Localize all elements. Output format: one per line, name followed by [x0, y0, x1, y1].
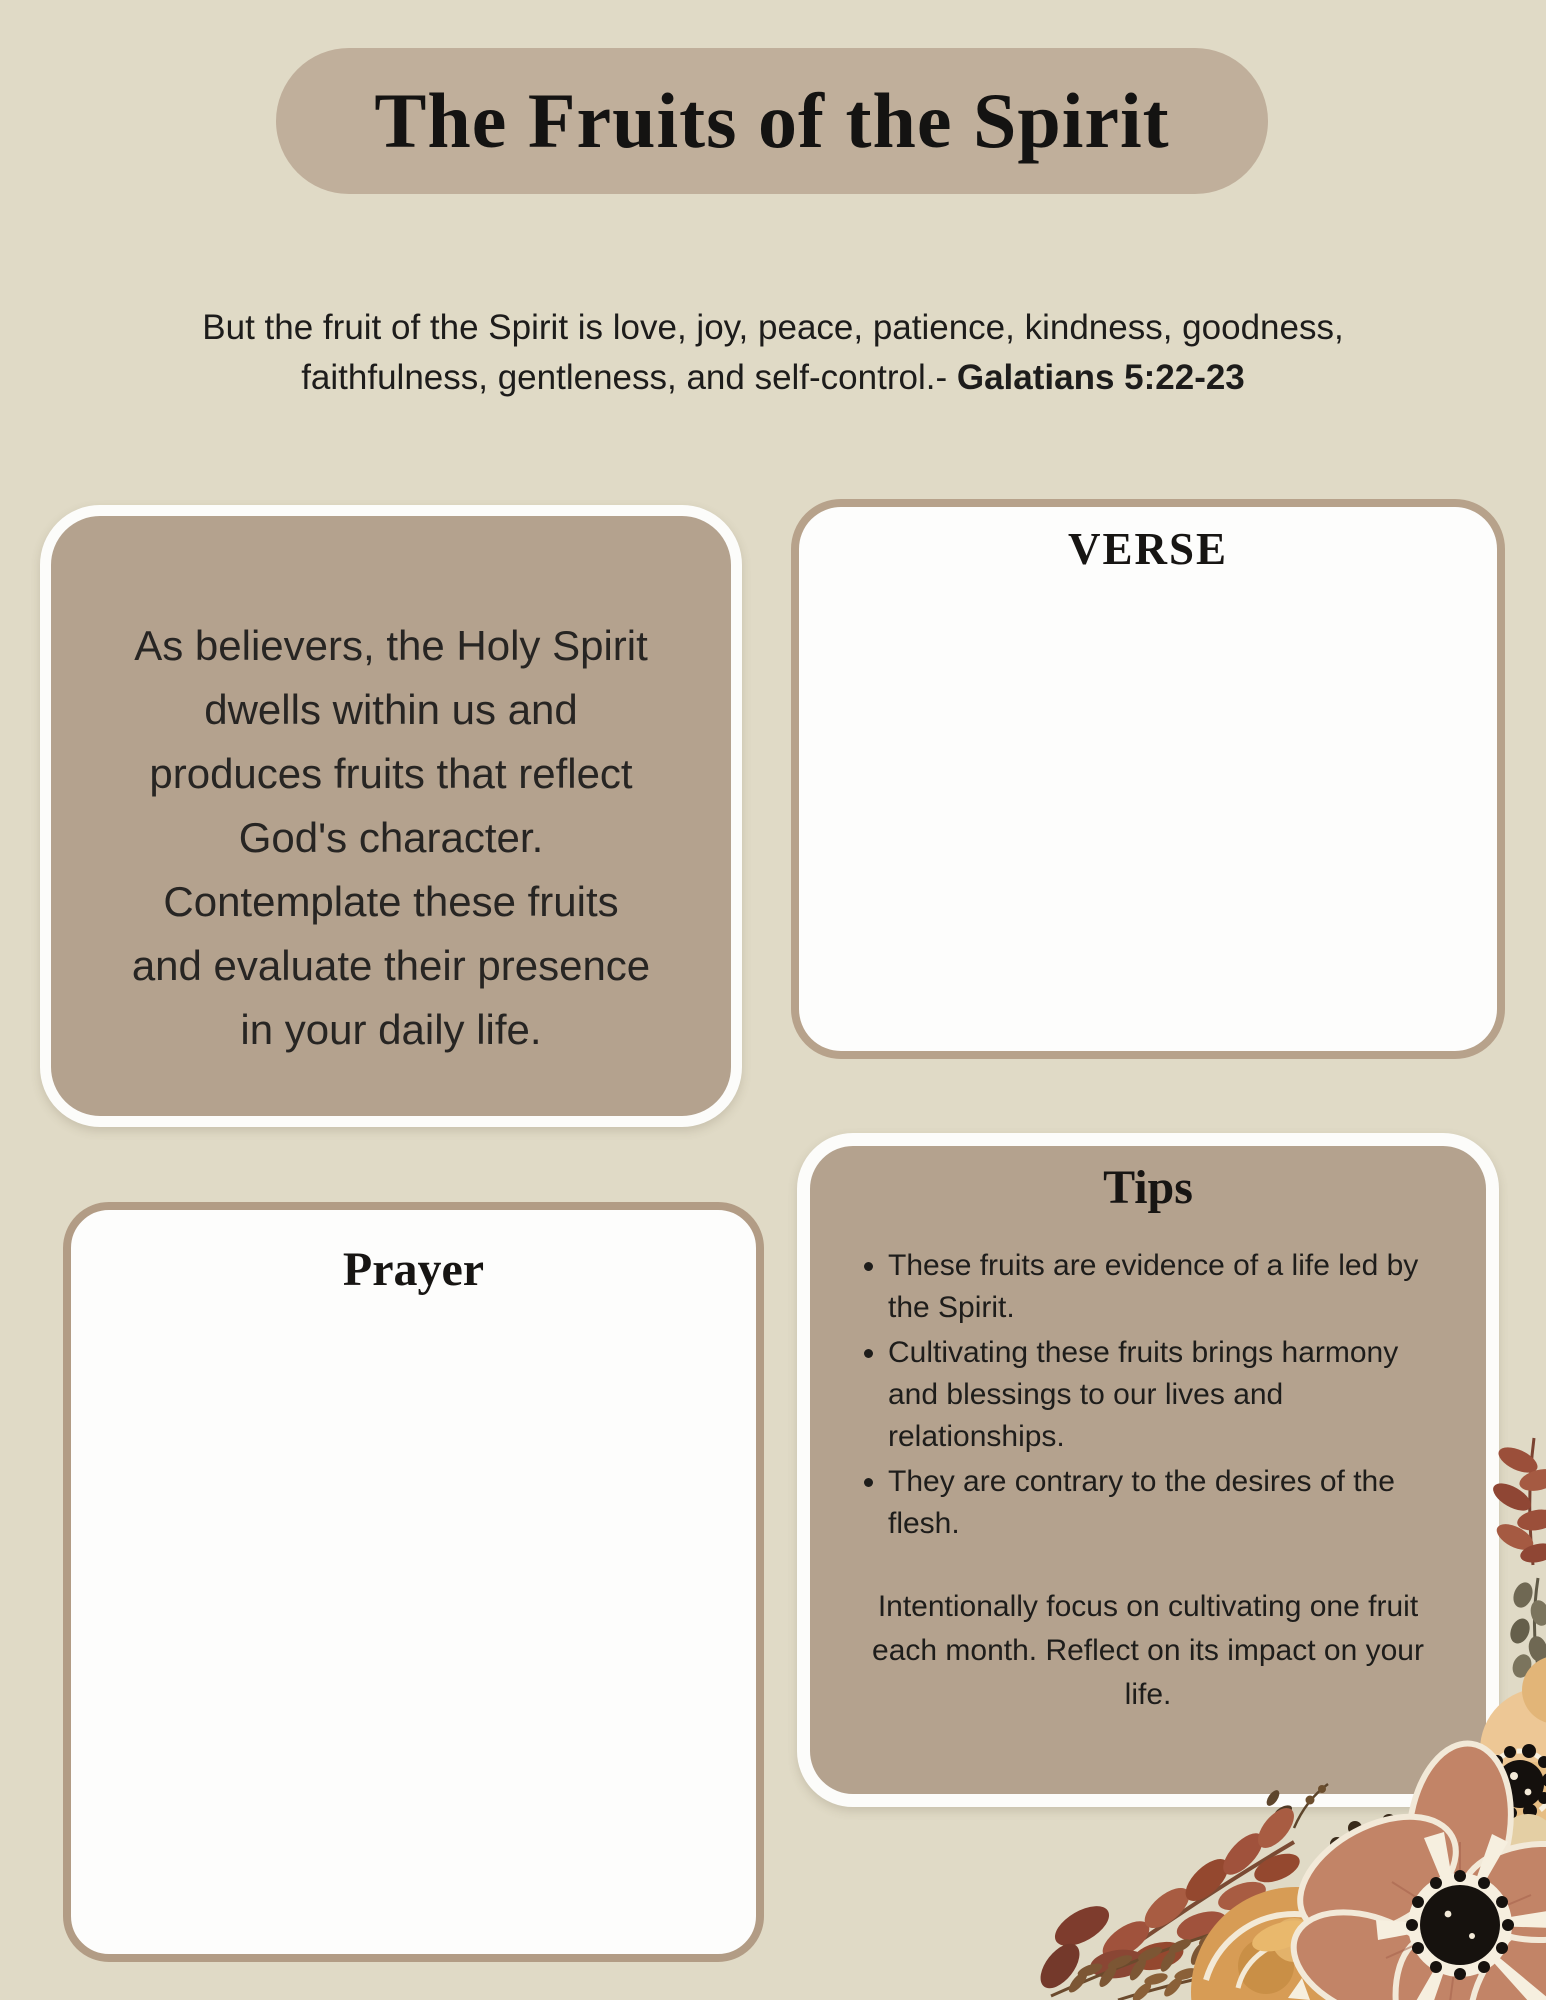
verse-writing-area [799, 575, 1497, 1035]
scripture-line-1: But the fruit of the Spirit is love, joy, peace, patience, kindness, goodness, [202, 308, 1344, 347]
intro-box [40, 505, 742, 1127]
intro-line: Contemplate these fruits [163, 878, 619, 925]
tips-list-item: • These fruits are evidence of a life led by the Spirit. [888, 1245, 1456, 1329]
intro-line: dwells within us and [204, 686, 578, 733]
intro-line: God's character. [238, 814, 544, 861]
prayer-box-title: Prayer [342, 1243, 485, 1296]
intro-line: As believers, the Holy Spirit [134, 622, 648, 669]
scripture-quote [0, 303, 1546, 403]
tips-list-item: • Cultivating these fruits brings harmony and blessings to our lives and relationships. [888, 1332, 1456, 1458]
scripture-reference: Galatians 5:22-23 [956, 358, 1245, 397]
tips-box-title: Tips [1103, 1161, 1193, 1214]
prayer-box [63, 1202, 764, 1962]
tips-list-item: • They are contrary to the desires of the flesh. [888, 1461, 1456, 1545]
prayer-writing-area [71, 1297, 756, 1917]
verse-box-title: VERSE [1067, 524, 1229, 574]
scripture-line-2 [0, 353, 1546, 403]
tips-note: Intentionally focus on cultivating one fruit each month. Reflect on its impact on your life. [872, 1590, 1424, 1711]
intro-line: in your daily life. [240, 1006, 542, 1053]
intro-line: and evaluate their presence [131, 942, 651, 989]
page-title: The Fruits of the Spirit [374, 77, 1170, 164]
terracotta-flower-icon [1278, 1737, 1546, 2000]
rust-sprig-icon [1489, 1438, 1546, 1566]
title-banner [276, 48, 1268, 194]
verse-box [791, 499, 1505, 1059]
floral-bouquet-decoration [1026, 1380, 1546, 2000]
intro-line: produces fruits that reflect [149, 750, 633, 797]
scripture-line-2-text: faithfulness, gentleness, and self-control.- [301, 358, 957, 397]
